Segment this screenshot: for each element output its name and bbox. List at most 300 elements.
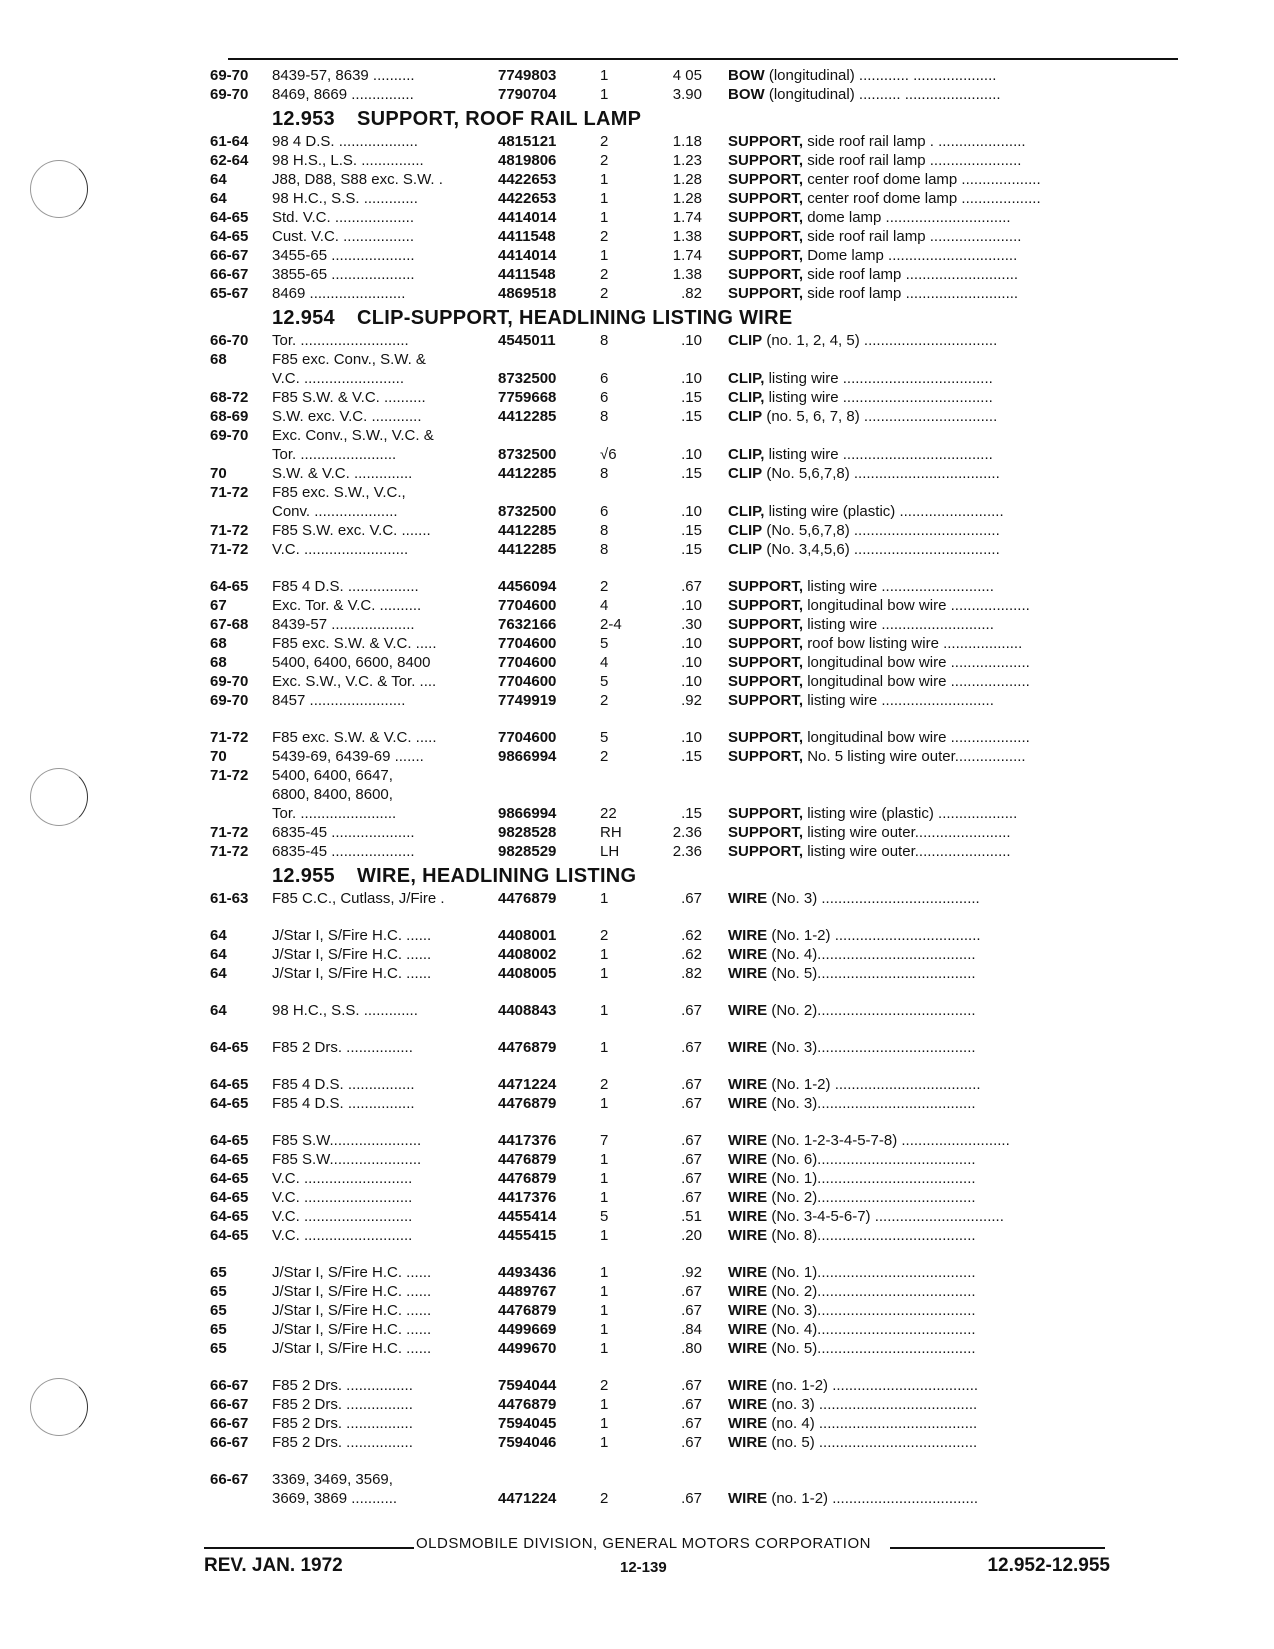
quantity: 1 <box>600 1095 609 1112</box>
part-name: SUPPORT, <box>728 247 804 264</box>
part-number: 4408843 <box>498 1002 557 1019</box>
section-heading <box>210 305 1170 331</box>
table-row <box>210 1150 1170 1169</box>
part-description <box>728 1301 1160 1320</box>
part-detail: longitudinal bow wire ................... <box>807 654 1030 671</box>
model-description: 5400, 6400, 6647, <box>272 767 393 784</box>
section-number: 12.955 <box>272 865 335 887</box>
price: .92 <box>681 1264 702 1281</box>
part-description <box>728 66 1160 85</box>
part-detail: dome lamp .............................. <box>807 209 1011 226</box>
price: .67 <box>681 890 702 907</box>
quantity: √6 <box>600 446 617 463</box>
quantity: 4 <box>600 654 609 671</box>
table-row <box>210 672 1170 691</box>
table-row <box>210 540 1170 559</box>
price: .84 <box>681 1321 702 1338</box>
part-name: CLIP <box>728 465 763 482</box>
part-number: 4819806 <box>498 152 557 169</box>
quantity: 2 <box>600 266 609 283</box>
price: 2.36 <box>672 824 702 841</box>
model-year: 64-65 <box>210 1132 249 1149</box>
part-number: 7704600 <box>498 654 557 671</box>
part-number: 4476879 <box>498 1095 557 1112</box>
part-number: 4414014 <box>498 247 557 264</box>
part-detail: side roof lamp ........................... <box>807 285 1019 302</box>
part-description <box>728 331 1160 350</box>
table-row <box>210 521 1170 540</box>
model-description: F85 4 D.S. ................. <box>272 578 419 595</box>
part-name: WIRE <box>728 1434 768 1451</box>
quantity: 2 <box>600 1490 609 1507</box>
section-title: SUPPORT, ROOF RAIL LAMP <box>356 108 642 130</box>
price: .67 <box>681 1490 702 1507</box>
part-number: 4412285 <box>498 541 557 558</box>
table-row <box>210 766 1170 785</box>
part-detail: (No. 3) ...................................... <box>771 890 980 907</box>
model-year: 66-67 <box>210 1471 249 1488</box>
table-row <box>210 926 1170 945</box>
quantity: 5 <box>600 635 609 652</box>
part-number: 4476879 <box>498 1302 557 1319</box>
model-year: 71-72 <box>210 541 249 558</box>
quantity: 1 <box>600 1396 609 1413</box>
model-year: 64-65 <box>210 228 249 245</box>
part-name: WIRE <box>728 1227 768 1244</box>
table-row <box>210 1263 1170 1282</box>
part-detail: side roof rail lamp ...................... <box>807 152 1022 169</box>
table-row <box>210 785 1170 804</box>
part-name: SUPPORT, <box>728 843 804 860</box>
part-number: 8732500 <box>498 446 557 463</box>
quantity: 1 <box>600 1340 609 1357</box>
model-year: 66-70 <box>210 332 249 349</box>
part-description <box>728 388 1160 407</box>
part-detail: listing wire .................................... <box>768 370 993 387</box>
table-row <box>210 1301 1170 1320</box>
table-row <box>210 596 1170 615</box>
part-description <box>728 728 1160 747</box>
part-detail: longitudinal bow wire ................... <box>807 729 1030 746</box>
model-description: F85 exc. Conv., S.W. & <box>272 351 426 368</box>
model-description: 8469, 8669 ............... <box>272 86 414 103</box>
model-description: Tor. ....................... <box>272 805 397 822</box>
part-number: 7790704 <box>498 86 557 103</box>
part-number: 4455415 <box>498 1227 557 1244</box>
price: .67 <box>681 1189 702 1206</box>
model-year: 64-65 <box>210 578 249 595</box>
model-description: J/Star I, S/Fire H.C. ...... <box>272 965 432 982</box>
top-rule <box>228 58 1178 60</box>
table-row <box>210 1414 1170 1433</box>
price: .62 <box>681 946 702 963</box>
table-row <box>210 747 1170 766</box>
part-name: WIRE <box>728 890 768 907</box>
model-year: 64-65 <box>210 1227 249 1244</box>
part-description <box>728 1207 1160 1226</box>
quantity: 1 <box>600 1151 609 1168</box>
quantity: 8 <box>600 332 609 349</box>
model-year: 64-65 <box>210 1208 249 1225</box>
footer-section-range: 12.952-12.955 <box>987 1555 1110 1576</box>
part-number: 4417376 <box>498 1132 557 1149</box>
model-year: 69-70 <box>210 692 249 709</box>
part-name: SUPPORT, <box>728 578 804 595</box>
model-year: 64-65 <box>210 1170 249 1187</box>
model-description: F85 S.W. exc. V.C. ....... <box>272 522 431 539</box>
model-description: F85 2 Drs. ................ <box>272 1415 413 1432</box>
price: .10 <box>681 635 702 652</box>
table-row <box>210 388 1170 407</box>
quantity: LH <box>600 843 620 860</box>
part-name: WIRE <box>728 1283 768 1300</box>
part-number: 4414014 <box>498 209 557 226</box>
model-year: 61-64 <box>210 133 249 150</box>
part-number: 4408001 <box>498 927 557 944</box>
model-description: V.C. .......................... <box>272 1170 413 1187</box>
model-year: 64 <box>210 1002 227 1019</box>
quantity: 1 <box>600 1170 609 1187</box>
quantity: 5 <box>600 1208 609 1225</box>
table-row <box>210 889 1170 908</box>
part-number: 4471224 <box>498 1076 557 1093</box>
part-number: 8732500 <box>498 370 557 387</box>
table-row <box>210 964 1170 983</box>
binder-hole <box>30 768 88 826</box>
model-year: 66-67 <box>210 1377 249 1394</box>
part-name: SUPPORT, <box>728 228 804 245</box>
price: .10 <box>681 673 702 690</box>
price: .15 <box>681 805 702 822</box>
table-row <box>210 227 1170 246</box>
price: .67 <box>681 1132 702 1149</box>
model-description: 5439-69, 6439-69 ....... <box>272 748 424 765</box>
model-description: 3855-65 .................... <box>272 266 415 283</box>
part-detail: (No. 1)...................................... <box>771 1264 976 1281</box>
quantity: 1 <box>600 1227 609 1244</box>
part-name: CLIP <box>728 332 763 349</box>
part-name: CLIP, <box>728 503 765 520</box>
part-number: 4455414 <box>498 1208 557 1225</box>
model-year: 64-65 <box>210 1189 249 1206</box>
model-year: 70 <box>210 465 227 482</box>
model-year: 64 <box>210 171 227 188</box>
model-year: 69-70 <box>210 67 249 84</box>
part-description <box>728 1414 1160 1433</box>
price: .15 <box>681 465 702 482</box>
part-description <box>728 151 1160 170</box>
table-row <box>210 170 1170 189</box>
model-year: 68 <box>210 351 227 368</box>
part-number: 7594045 <box>498 1415 557 1432</box>
part-name: WIRE <box>728 1132 768 1149</box>
part-description <box>728 926 1160 945</box>
price: .10 <box>681 597 702 614</box>
table-row <box>210 1470 1170 1489</box>
part-detail: listing wire outer....................... <box>807 843 1011 860</box>
table-row <box>210 151 1170 170</box>
quantity: 2 <box>600 285 609 302</box>
table-row <box>210 132 1170 151</box>
footer-rule-right <box>890 1547 1105 1549</box>
part-description <box>728 1339 1160 1358</box>
part-name: WIRE <box>728 1189 768 1206</box>
part-description <box>728 1075 1160 1094</box>
price: .67 <box>681 1076 702 1093</box>
quantity: 1 <box>600 1002 609 1019</box>
model-description: V.C. .......................... <box>272 1208 413 1225</box>
section-title: WIRE, HEADLINING LISTING <box>356 865 637 887</box>
part-detail: listing wire outer....................... <box>807 824 1011 841</box>
part-number: 4476879 <box>498 890 557 907</box>
table-row <box>210 502 1170 521</box>
part-description <box>728 577 1160 596</box>
parts-listing <box>210 66 1170 1508</box>
model-year: 64-65 <box>210 1095 249 1112</box>
quantity: 1 <box>600 1264 609 1281</box>
part-number: 4489767 <box>498 1283 557 1300</box>
quantity: 6 <box>600 370 609 387</box>
price: .15 <box>681 408 702 425</box>
table-row <box>210 823 1170 842</box>
part-name: WIRE <box>728 1415 768 1432</box>
quantity: 8 <box>600 408 609 425</box>
part-description <box>728 284 1160 303</box>
price: .15 <box>681 522 702 539</box>
table-row <box>210 1207 1170 1226</box>
model-description: V.C. .......................... <box>272 1227 413 1244</box>
part-number: 4408005 <box>498 965 557 982</box>
part-description <box>728 945 1160 964</box>
model-description: J/Star I, S/Fire H.C. ...... <box>272 1340 432 1357</box>
part-name: BOW <box>728 67 765 84</box>
model-year: 66-67 <box>210 1434 249 1451</box>
model-year: 69-70 <box>210 673 249 690</box>
part-detail: side roof lamp ........................... <box>807 266 1019 283</box>
part-name: WIRE <box>728 1039 768 1056</box>
quantity: 1 <box>600 1415 609 1432</box>
part-description <box>728 1282 1160 1301</box>
part-name: CLIP <box>728 408 763 425</box>
quantity: 1 <box>600 1283 609 1300</box>
part-name: WIRE <box>728 1264 768 1281</box>
part-detail: side roof rail lamp . ..................... <box>807 133 1026 150</box>
part-detail: listing wire (plastic) ................... <box>807 805 1018 822</box>
model-year: 68 <box>210 635 227 652</box>
table-row <box>210 483 1170 502</box>
part-detail: (No. 1-2-3-4-5-7-8) .......................... <box>771 1132 1010 1149</box>
model-description: F85 exc. S.W., V.C., <box>272 484 406 501</box>
model-description: F85 S.W...................... <box>272 1132 422 1149</box>
part-detail: (No. 5)...................................... <box>771 1340 976 1357</box>
quantity: 2 <box>600 228 609 245</box>
part-number: 4408002 <box>498 946 557 963</box>
table-row <box>210 634 1170 653</box>
model-description: 98 4 D.S. ................... <box>272 133 418 150</box>
part-description <box>728 1320 1160 1339</box>
part-number: 4456094 <box>498 578 557 595</box>
part-detail: (No. 3)...................................... <box>771 1039 976 1056</box>
price: .51 <box>681 1208 702 1225</box>
part-description <box>728 369 1160 388</box>
part-description <box>728 246 1160 265</box>
quantity: 1 <box>600 247 609 264</box>
part-detail: (No. 1-2) ................................... <box>771 927 981 944</box>
price: 1.38 <box>672 228 702 245</box>
table-row <box>210 577 1170 596</box>
table-row <box>210 464 1170 483</box>
quantity: 1 <box>600 171 609 188</box>
model-description: J/Star I, S/Fire H.C. ...... <box>272 1283 432 1300</box>
model-year: 66-67 <box>210 1396 249 1413</box>
part-detail: (No. 5,6,7,8) ................................... <box>766 522 1000 539</box>
part-number: 7594046 <box>498 1434 557 1451</box>
table-row <box>210 1376 1170 1395</box>
part-number: 4499670 <box>498 1340 557 1357</box>
part-detail: (No. 3,4,5,6) ................................... <box>766 541 1000 558</box>
quantity: 1 <box>600 190 609 207</box>
part-description <box>728 407 1160 426</box>
table-row <box>210 804 1170 823</box>
model-description: F85 S.W. & V.C. .......... <box>272 389 426 406</box>
part-detail: Dome lamp ............................... <box>807 247 1018 264</box>
model-year: 71-72 <box>210 824 249 841</box>
model-description: F85 2 Drs. ................ <box>272 1434 413 1451</box>
table-row <box>210 653 1170 672</box>
model-description: V.C. ......................... <box>272 541 409 558</box>
part-number: 7749919 <box>498 692 557 709</box>
price: .67 <box>681 578 702 595</box>
quantity: 2 <box>600 133 609 150</box>
price: .10 <box>681 503 702 520</box>
quantity: 1 <box>600 1189 609 1206</box>
footer-revision: REV. JAN. 1972 <box>204 1555 343 1576</box>
model-description: 3369, 3469, 3569, <box>272 1471 393 1488</box>
price: 1.74 <box>672 209 702 226</box>
part-description <box>728 445 1160 464</box>
price: .62 <box>681 927 702 944</box>
model-description: 8439-57, 8639 .......... <box>272 67 415 84</box>
table-row <box>210 265 1170 284</box>
part-detail: (no. 1-2) ................................... <box>771 1377 979 1394</box>
part-number: 4493436 <box>498 1264 557 1281</box>
price: 1.28 <box>672 190 702 207</box>
part-description <box>728 1001 1160 1020</box>
model-description: J/Star I, S/Fire H.C. ...... <box>272 946 432 963</box>
part-description <box>728 1489 1160 1508</box>
model-year: 65-67 <box>210 285 249 302</box>
price: 1.28 <box>672 171 702 188</box>
part-description <box>728 1094 1160 1113</box>
model-description: 98 H.S., L.S. ............... <box>272 152 424 169</box>
part-number: 7704600 <box>498 635 557 652</box>
model-description: 98 H.C., S.S. ............. <box>272 1002 418 1019</box>
quantity: 2 <box>600 152 609 169</box>
part-name: SUPPORT, <box>728 616 804 633</box>
part-detail: listing wire ........................... <box>807 578 994 595</box>
price: .67 <box>681 1002 702 1019</box>
part-description <box>728 132 1160 151</box>
part-detail: (No. 1-2) ................................... <box>771 1076 981 1093</box>
model-year: 68-69 <box>210 408 249 425</box>
table-row <box>210 1131 1170 1150</box>
part-number: 7594044 <box>498 1377 557 1394</box>
table-row <box>210 1169 1170 1188</box>
part-description <box>728 596 1160 615</box>
part-name: WIRE <box>728 1095 768 1112</box>
part-detail: (No. 4)...................................... <box>771 1321 976 1338</box>
price: .10 <box>681 446 702 463</box>
part-name: CLIP <box>728 541 763 558</box>
part-detail: listing wire ........................... <box>807 616 994 633</box>
section-title: CLIP-SUPPORT, HEADLINING LISTING WIRE <box>356 307 793 329</box>
model-year: 64-65 <box>210 1076 249 1093</box>
price: .67 <box>681 1302 702 1319</box>
price: .67 <box>681 1434 702 1451</box>
part-name: WIRE <box>728 1002 768 1019</box>
model-description: F85 2 Drs. ................ <box>272 1396 413 1413</box>
model-year: 66-67 <box>210 266 249 283</box>
part-description <box>728 85 1160 104</box>
quantity: 2 <box>600 927 609 944</box>
part-description <box>728 634 1160 653</box>
part-name: SUPPORT, <box>728 805 804 822</box>
table-row <box>210 407 1170 426</box>
quantity: 7 <box>600 1132 609 1149</box>
model-description: 3455-65 .................... <box>272 247 415 264</box>
part-name: SUPPORT, <box>728 692 804 709</box>
price: .10 <box>681 654 702 671</box>
quantity: 2-4 <box>600 616 622 633</box>
price: .15 <box>681 541 702 558</box>
part-description <box>728 208 1160 227</box>
price: .67 <box>681 1039 702 1056</box>
part-name: SUPPORT, <box>728 824 804 841</box>
model-year: 64 <box>210 190 227 207</box>
part-name: SUPPORT, <box>728 673 804 690</box>
price: .20 <box>681 1227 702 1244</box>
part-detail: (No. 2)...................................... <box>771 1189 976 1206</box>
part-number: 4411548 <box>498 266 556 283</box>
part-description <box>728 823 1160 842</box>
model-description: S.W. & V.C. .............. <box>272 465 413 482</box>
part-description <box>728 1169 1160 1188</box>
price: .10 <box>681 729 702 746</box>
table-row <box>210 691 1170 710</box>
part-detail: listing wire (plastic) ......................... <box>768 503 1004 520</box>
model-description: Std. V.C. ................... <box>272 209 414 226</box>
model-description: F85 4 D.S. ................ <box>272 1095 415 1112</box>
table-row <box>210 1001 1170 1020</box>
quantity: 1 <box>600 946 609 963</box>
part-description <box>728 227 1160 246</box>
table-row <box>210 728 1170 747</box>
model-description: J/Star I, S/Fire H.C. ...... <box>272 1264 432 1281</box>
table-row <box>210 1489 1170 1508</box>
part-number: 8732500 <box>498 503 557 520</box>
part-description <box>728 189 1160 208</box>
table-row <box>210 1226 1170 1245</box>
model-year: 65 <box>210 1321 227 1338</box>
quantity: 2 <box>600 1377 609 1394</box>
part-number: 9828529 <box>498 843 557 860</box>
price: .92 <box>681 692 702 709</box>
model-year: 71-72 <box>210 484 249 501</box>
price: 1.74 <box>672 247 702 264</box>
model-year: 69-70 <box>210 427 249 444</box>
price: .67 <box>681 1283 702 1300</box>
part-detail: (longitudinal) ............ .................... <box>768 67 997 84</box>
